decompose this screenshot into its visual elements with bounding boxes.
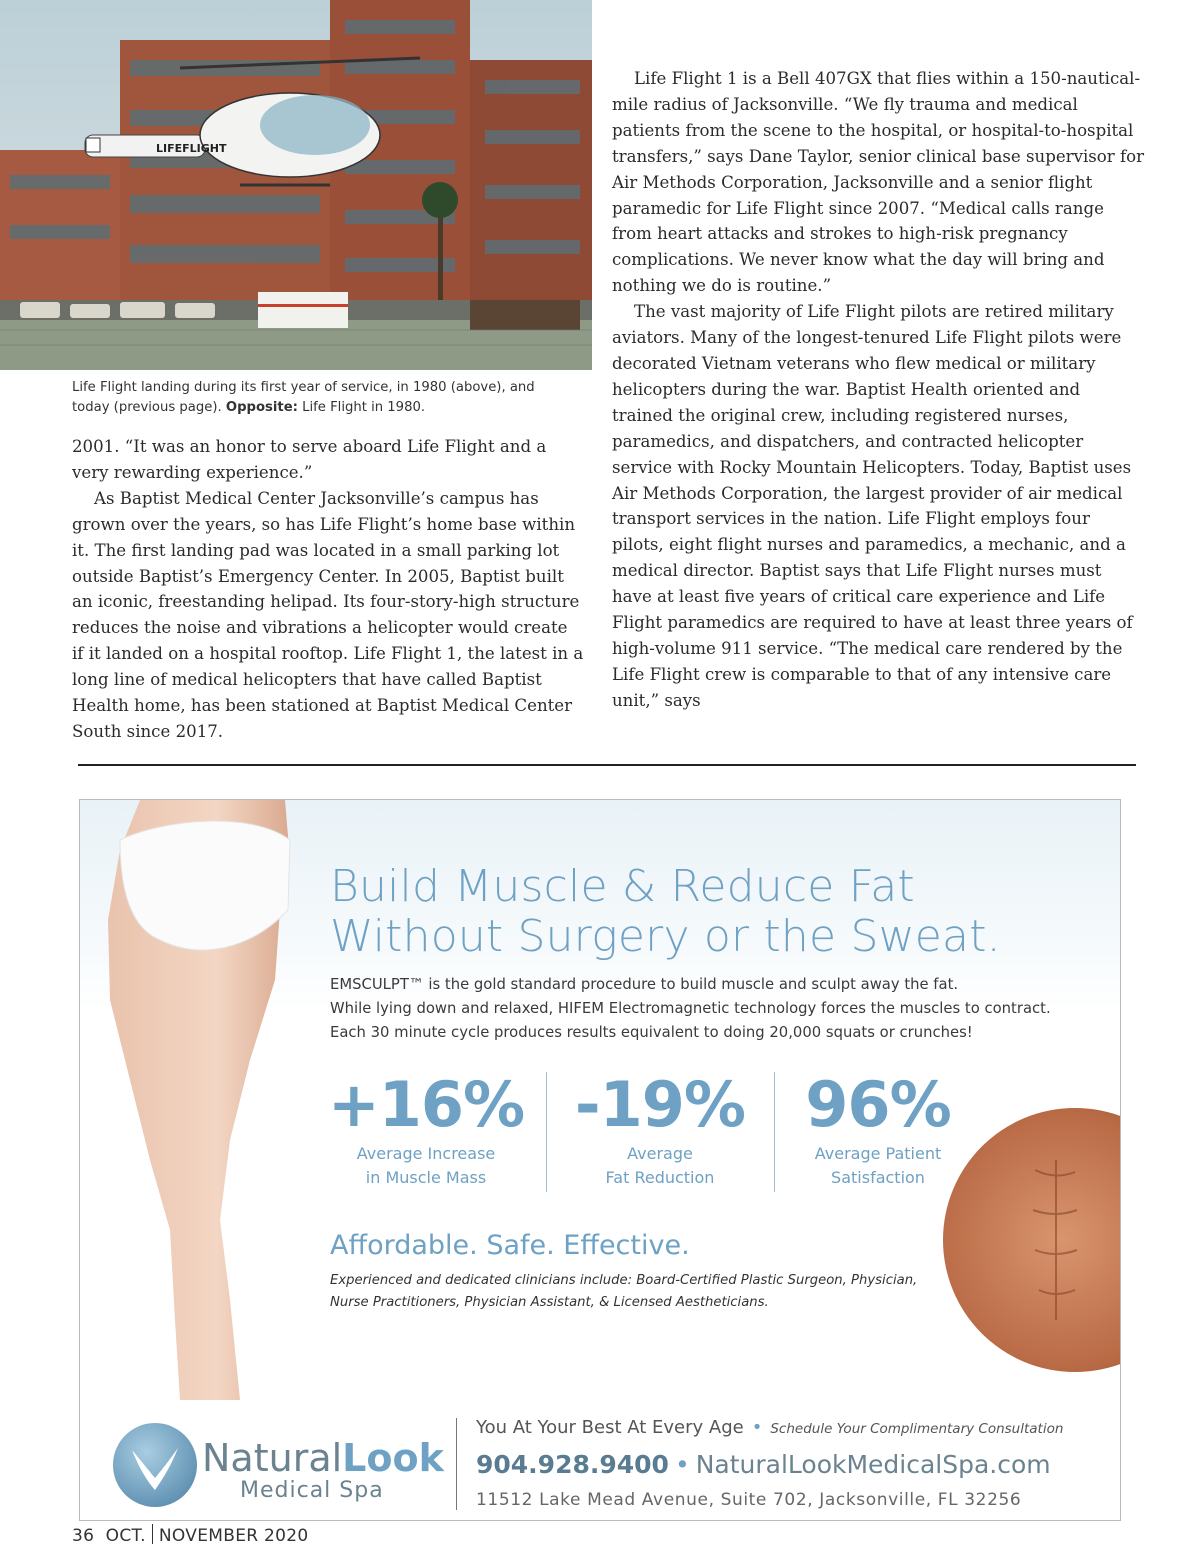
logo-leaf-icon — [110, 1420, 200, 1510]
advertisement — [79, 799, 1121, 1521]
page-folio — [72, 1524, 309, 1548]
phone-number[interactable]: 904.928.9400 — [476, 1450, 669, 1479]
stat-label: in Muscle Mass — [365, 1168, 487, 1187]
ad-desc-line: Each 30 minute cycle produces results equivalent to doing 20,000 squats or crunches! — [330, 1024, 973, 1041]
ad-headline — [330, 862, 1090, 962]
stat-label: Average — [627, 1144, 693, 1163]
contact-line — [476, 1448, 1051, 1482]
stat-fat-reduction — [550, 1070, 770, 1190]
ad-footer — [80, 1400, 1120, 1520]
abs-figure-image — [935, 1100, 1121, 1380]
ad-headline-line-1: Build Muscle & Reduce Fat — [330, 861, 915, 912]
ad-headline-line-2: Without Surgery or the Sweat. — [330, 911, 1001, 962]
folio-month: OCT. — [105, 1526, 146, 1546]
stat-value: +16% — [327, 1068, 525, 1141]
helicopter-photo — [0, 0, 592, 370]
article-paragraph: As Baptist Medical Center Jacksonville’s campus has grown over the years, so has Life Flight’s home base within it. The first landing pad was located in a small parking lot outside Baptist’s Emergency Center. In 2005, Baptist built an iconic, freestanding helipad. Its four-story-high structure reduces the noise and vibrations a helicopter would create if it landed on a hospital rooftop. Life Flight 1, the latest in a long line of medical helicopters that have called Baptist Health home, has been stationed at Baptist Medical Center South since 2017. — [72, 488, 584, 741]
ad-desc-line: While lying down and relaxed, HIFEM Electromagnetic technology forces the muscles to contract. — [330, 1000, 1051, 1017]
stat-divider — [546, 1072, 547, 1192]
article-right-column — [612, 66, 1146, 714]
stat-label: Average Increase — [356, 1144, 496, 1163]
stat-label: Average Patient — [814, 1144, 942, 1163]
ad-desc-line: EMSCULPT™ is the gold standard procedure to build muscle and sculpt away the fat. — [330, 976, 959, 993]
helicopter-marking: LIFEFLIGHT — [156, 142, 227, 155]
legs-figure-image — [80, 800, 320, 1400]
caption-bold: Opposite: — [225, 400, 298, 415]
caption-text: today (previous page). — [72, 400, 226, 415]
slogan: You At Your Best At Every Age — [476, 1417, 744, 1438]
logo-wordmark — [202, 1436, 444, 1480]
stat-muscle-mass — [316, 1070, 536, 1190]
article-paragraph: 2001. “It was an honor to serve aboard Life Flight and a very rewarding experience.” — [72, 437, 547, 482]
footer-slogan-line — [476, 1414, 1063, 1443]
logo-look: Look — [342, 1436, 444, 1480]
photo-caption — [72, 378, 572, 418]
stat-label: Satisfaction — [831, 1168, 925, 1187]
article-paragraph: Life Flight 1 is a Bell 407GX that flies within a 150-nautical-mile radius of Jacksonville. “We fly trauma and medical patients from the scene to the hospital, or hospital-to-hospital transfers,” says Dane Taylor, senior clinical base supervisor for Air Methods Corporation, Jacksonville and a senior flight paramedic for Life Flight since 2007. “Medical calls range from heart attacks and strokes to high-risk pregnancy complications. We never know what the day will bring and nothing we do is routine.” — [612, 69, 1145, 296]
folio-issue: NOVEMBER 2020 — [158, 1526, 309, 1546]
ad-clinicians-line: Nurse Practitioners, Physician Assistant, & Licensed Aestheticians. — [330, 1295, 769, 1310]
ad-clinicians — [330, 1270, 940, 1314]
article-left-column — [72, 434, 584, 745]
article-paragraph: The vast majority of Life Flight pilots are retired military aviators. Many of the longest-tenured Life Flight pilots were decorated Vietnam veterans who flew medical or military helicopters during the war. Baptist Health oriented and trained the original crew, including registered nurses, paramedics, and dispatchers, and contracted helicopter service with Rocky Mountain Helicopters. Today, Baptist uses Air Methods Corporation, the largest provider of air medical transport services in the nation. Life Flight employs four pilots, eight flight nurses and paramedics, a mechanic, and a medical director. Baptist says that Life Flight nurses must have at least five years of critical care experience and Life Flight paramedics are required to have at least three years of high-volume 911 service. “The medical care rendered by the Life Flight crew is comparable to that of any intensive care unit,” says — [612, 302, 1133, 710]
page-number: 36 — [72, 1526, 95, 1546]
caption-text-end: Life Flight in 1980. — [297, 400, 426, 415]
ad-description — [330, 973, 1090, 1045]
stat-value: 96% — [805, 1068, 951, 1141]
folio-divider — [152, 1524, 153, 1544]
bullet-separator: • — [751, 1417, 763, 1438]
caption-line-1: Life Flight landing during its first year of service, in 1980 (above), and — [72, 380, 535, 395]
ad-clinicians-line: Experienced and dedicated clinicians include: Board-Certified Plastic Surgeon, Physician, — [330, 1273, 918, 1288]
stat-label: Fat Reduction — [605, 1168, 715, 1187]
footer-divider — [456, 1418, 457, 1510]
stat-value: -19% — [574, 1068, 746, 1141]
logo-subtitle: Medical Spa — [240, 1478, 384, 1503]
address: 11512 Lake Mead Avenue, Suite 702, Jacksonville, FL 32256 — [476, 1490, 1022, 1510]
bullet-separator: • — [674, 1450, 690, 1479]
website-link[interactable]: NaturalLookMedicalSpa.com — [695, 1450, 1051, 1479]
ad-tagline: Affordable. Safe. Effective. — [330, 1230, 690, 1261]
section-divider — [78, 764, 1136, 766]
logo-natural: Natural — [202, 1436, 343, 1480]
schedule-text: Schedule Your Complimentary Consultation — [770, 1421, 1064, 1437]
caption-line-2 — [72, 398, 572, 418]
